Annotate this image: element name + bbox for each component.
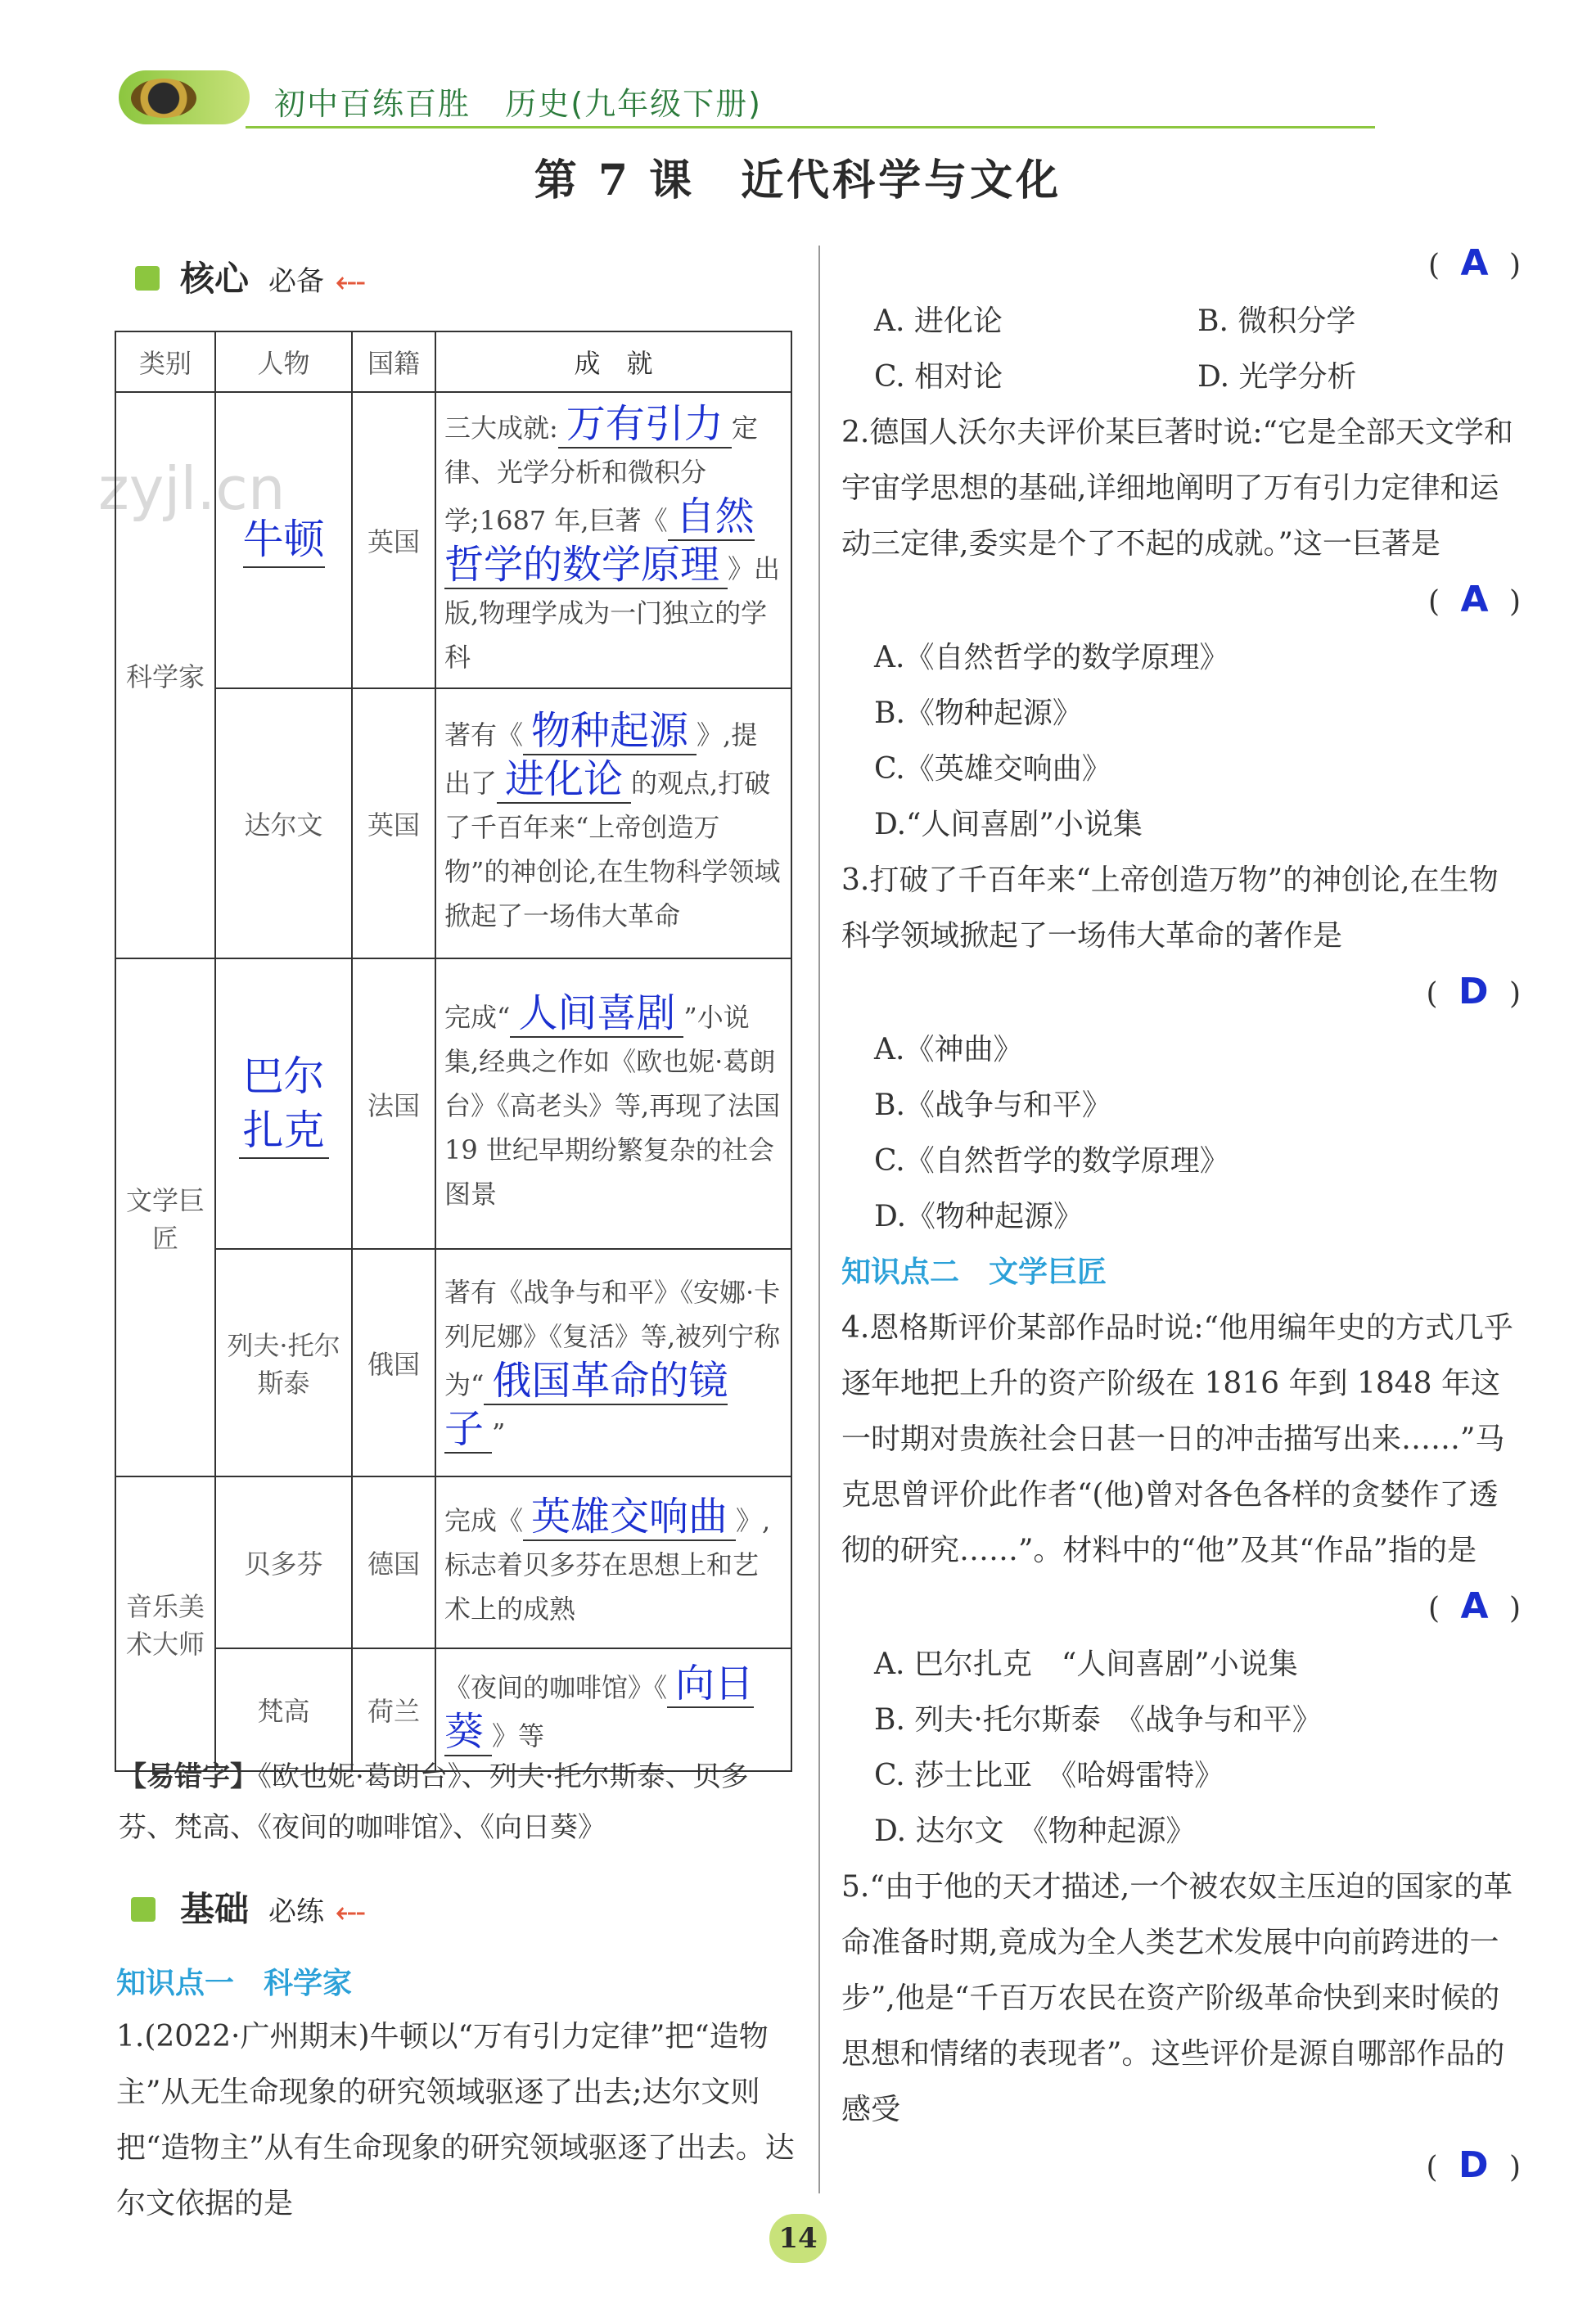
nation-cell: 英国 [352,392,435,688]
answer-mark: D [1458,971,1489,1012]
table-row [115,958,791,1249]
typo-note [119,1751,798,1853]
option: B.《物种起源》 [874,696,1082,730]
table-row [115,392,791,688]
achievement-cell [435,958,791,1249]
basic-section-heading [180,1882,365,1932]
typo-note-label: 【易错字】 [119,1760,258,1793]
achievement-cell [435,688,791,958]
question-4-answer-line: ( A ) [1427,1585,1521,1627]
answer-mark: A [1460,242,1489,284]
right-column [841,236,1521,2196]
nation-cell: 法国 [352,958,435,1249]
question-4-options [841,1637,1521,1859]
col-header-person: 人物 [215,331,352,392]
question-1-answer-line: ( A ) [1427,242,1521,284]
watermark: zyjl.cn [98,454,286,523]
achievement-text: 》出版,物理学成为一门独立的学科 [444,552,781,673]
question-5-answer-line: ( D ) [1426,2144,1521,2186]
option: A. 进化论 [874,304,1003,338]
answer-fill: 俄国革命的镜子 [444,1358,728,1452]
section-mark-icon [135,266,160,291]
nation-cell: 英国 [352,688,435,958]
person-cell: 达尔文 [215,688,352,958]
achievement-text: ”小说集,经典之作如《欧也妮·葛朗台》《高老头》等,再现了法国 19 世纪早期纷繁复杂的社会图景 [444,1002,781,1210]
option: C. 相对论 [874,360,1003,394]
option: B. 列夫·托尔斯泰 《战争与和平》 [874,1703,1322,1737]
achievement-text: 》,提出了 [444,719,758,799]
header-title [274,79,762,124]
option: C.《自然哲学的数学原理》 [874,1144,1229,1178]
page-number: 14 [769,2214,827,2263]
header-series: 初中百练百胜 [274,86,471,122]
option: C. 莎士比亚 《哈姆雷特》 [874,1759,1224,1792]
table-row [115,1476,791,1648]
answer-mark: A [1460,579,1489,620]
person-cell [215,958,352,1249]
col-header-category: 类别 [115,331,215,392]
question-2-options [841,630,1521,853]
category-music-art: 音乐美术大师 [115,1476,215,1771]
core-table [115,331,792,1772]
arrow-icon: ⤎ [336,265,366,298]
question-2-stem: 2.德国人沃尔夫评价某巨著时说:“它是全部天文学和宇宙学思想的基础,详细地阐明了万有引力定律和运动三定律,委实是个了不起的成就。”这一巨著是 [841,416,1513,561]
question-1-stem: 1.(2022·广州期末)牛顿以“万有引力定律”把“造物主”从无生命现象的研究领域驱逐了出去;达尔文则把“造物主”从有生命现象的研究领域驱逐了出去。达尔文依据的是 [116,2020,795,2220]
option: A.《自然哲学的数学原理》 [874,641,1229,674]
achievement-text: 著有《战争与和平》《安娜·卡列尼娜》《复活》等,被列宁称为“ [444,1277,781,1400]
option: D. 光学分析 [1197,360,1357,394]
answer-fill: 向日葵 [444,1661,755,1755]
achievement-text: 三大成就: [444,412,558,444]
achievement-text: 完成《 [444,1504,524,1536]
category-literature: 文学巨匠 [115,958,215,1476]
question-5-stem: 5.“由于他的天才描述,一个被农奴主压迫的国家的革命准备时期,竟成为全人类艺术发展中向前跨进的一步”,他是“千百万农民在资产阶级革命快到来时候的思想和情绪的表现者”。这些评价是源自哪部作品的感受 [841,1870,1513,2126]
category-science: 科学家 [115,392,215,958]
question-3-stem: 3.打破了千百年来“上帝创造万物”的神创论,在生物科学领域掀起了一场伟大革命的著作是 [841,863,1499,953]
basic-heading-main: 基础 [180,1889,250,1929]
option: D.“人间喜剧”小说集 [874,808,1143,841]
achievement-text: 完成“ [444,1002,511,1033]
option: D.《物种起源》 [874,1200,1084,1233]
achievement-text: 定律、光学分析和微积分学;1687 年,巨著《 [444,412,758,536]
knowledge-point-1: 知识点一 科学家 [116,1967,353,2000]
section-mark-icon [131,1897,156,1922]
achievement-cell [435,1249,791,1476]
core-section-heading [180,252,365,301]
question-1-options [841,294,1521,405]
col-header-nation: 国籍 [352,331,435,392]
person-cell [215,392,352,688]
achievement-text: 》,标志着贝多芬在思想上和艺术上的成熟 [444,1504,771,1625]
table-header-row [115,331,791,392]
knowledge-point-2: 知识点二 文学巨匠 [841,1255,1107,1289]
column-divider [818,246,820,2193]
person-cell: 贝多芬 [215,1476,352,1648]
table-row [115,1249,791,1476]
answer-fill: 进化论 [497,756,631,804]
answer-fill: 人间喜剧 [510,990,683,1038]
table-row [115,688,791,958]
question-3-answer-line: ( D ) [1426,971,1521,1012]
person-fill: 牛顿 [243,512,325,568]
answer-fill: 万有引力 [558,401,732,449]
question-2-answer-line: ( A ) [1427,579,1521,620]
achievement-cell [435,1476,791,1648]
answer-fill: 自然哲学的数学原理 [444,493,755,588]
nation-cell: 德国 [352,1476,435,1648]
option: D. 达尔文 《物种起源》 [874,1814,1196,1848]
option: A.《神曲》 [874,1033,1023,1066]
achievement-text: 》等 [492,1720,545,1751]
header-rule [246,126,1375,128]
answer-mark: D [1458,2144,1489,2186]
question-3-options [841,1022,1521,1245]
person-cell: 梵高 [215,1648,352,1771]
arrow-icon: ⤎ [336,1896,366,1928]
nation-cell: 俄国 [352,1249,435,1476]
core-heading-main: 核心 [180,259,250,299]
basic-heading-sub: 必练 [268,1896,325,1928]
option: A. 巴尔扎克 “人间喜剧”小说集 [874,1648,1298,1681]
option: B.《战争与和平》 [874,1089,1111,1122]
nation-cell: 荷兰 [352,1648,435,1771]
achievement-text: ” [492,1418,506,1449]
answer-mark: A [1460,1585,1489,1627]
achievement-cell [435,392,791,688]
option: B. 微积分学 [1197,304,1356,338]
core-heading-sub: 必备 [268,265,325,298]
col-header-achievement: 成 就 [435,331,791,392]
option: C.《英雄交响曲》 [874,752,1111,786]
person-fill: 巴尔扎克 [239,1049,329,1159]
question-1-text-left [116,2009,796,2220]
typo-note-text: 《欧也妮·葛朗台》、列夫·托尔斯泰、贝多芬、梵高、《夜间的咖啡馆》、《向日葵》 [119,1760,749,1844]
achievement-text: 的观点,打破了千百年来“上帝创造万物”的神创论,在生物科学领域掀起了一场伟大革命 [444,768,781,931]
question-4-stem: 4.恩格斯评价某部作品时说:“他用编年史的方式几乎逐年地把上升的资产阶级在 1816 年到 1848 年这一时期对贵族社会日甚一日的冲击描写出来……”马克思曾评价此作者“(他)曾对各色各样的贪婪作了透彻的研究……”。材料中的“他”及其“作品”指的是 [841,1311,1513,1567]
lesson-title: 第 7 课 近代科学与文化 [534,156,1062,205]
book-logo-icon [131,79,196,118]
achievement-text: 著有《 [444,719,524,751]
person-cell: 列夫·托尔斯泰 [215,1249,352,1476]
header-subject: 历史(九年级下册) [505,86,762,122]
answer-fill: 物种起源 [523,708,697,755]
achievement-text: 《夜间的咖啡馆》《 [444,1672,668,1703]
answer-fill: 英雄交响曲 [523,1494,736,1541]
